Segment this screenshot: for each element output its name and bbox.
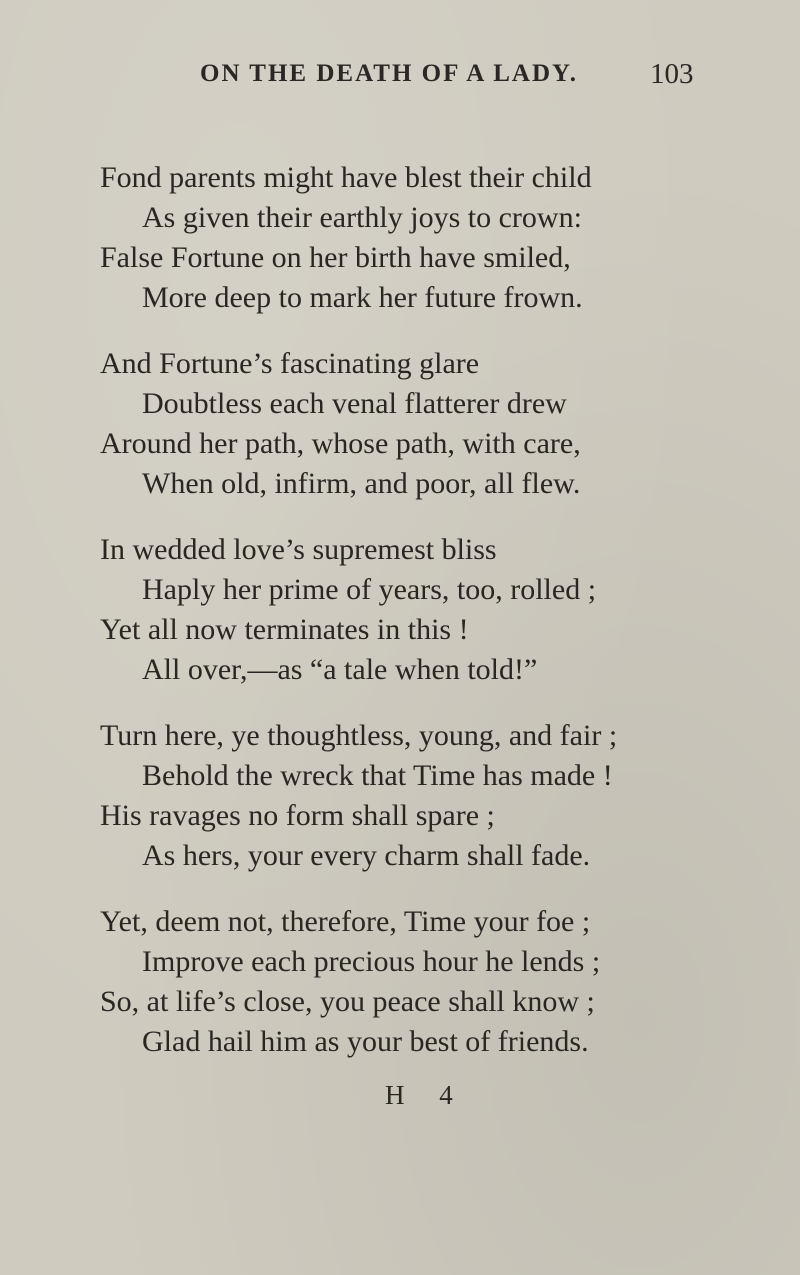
poem-line: Behold the wreck that Time has made ! <box>142 759 613 792</box>
poem-line: And Fortune’s fascinating glare <box>100 347 480 380</box>
stanza-1 <box>100 158 720 318</box>
stanza-3 <box>100 530 720 690</box>
stanza-2 <box>100 344 720 504</box>
page-number: 103 <box>650 58 694 90</box>
poem-line: So, at life’s close, you peace shall know ; <box>100 985 595 1018</box>
stanza-4 <box>100 716 720 876</box>
poem-line: Improve each precious hour he lends ; <box>142 945 601 978</box>
poem-line: Glad hail him as your best of friends. <box>142 1025 589 1058</box>
poem-line: As given their earthly joys to crown: <box>142 201 582 234</box>
poem-line: Yet, deem not, therefore, Time your foe ; <box>100 905 591 938</box>
poem-line: Turn here, ye thoughtless, young, and fair ; <box>100 719 618 752</box>
poem-line: Yet all now terminates in this ! <box>100 613 469 646</box>
poem-line: Around her path, whose path, with care, <box>100 427 581 460</box>
poem-line: False Fortune on her birth have smiled, <box>100 241 571 274</box>
poem-line: Haply her prime of years, too, rolled ; <box>142 573 597 606</box>
poem-line: When old, infirm, and poor, all flew. <box>142 467 581 500</box>
poem-line: In wedded love’s supremest bliss <box>100 533 497 566</box>
signature-mark: H 4 <box>385 1080 467 1110</box>
running-title: ON THE DEATH OF A LADY. <box>200 60 579 87</box>
poem-line: All over,—as “a tale when told!” <box>142 653 538 686</box>
poem-line: Fond parents might have blest their child <box>100 161 592 194</box>
running-head <box>120 58 694 100</box>
poem-line: As hers, your every charm shall fade. <box>142 839 591 872</box>
poem-line: More deep to mark her future frown. <box>142 281 583 314</box>
poem-line: His ravages no form shall spare ; <box>100 799 495 832</box>
poem <box>100 158 720 1088</box>
poem-line: Doubtless each venal flatterer drew <box>142 387 567 420</box>
stanza-5 <box>100 902 720 1062</box>
